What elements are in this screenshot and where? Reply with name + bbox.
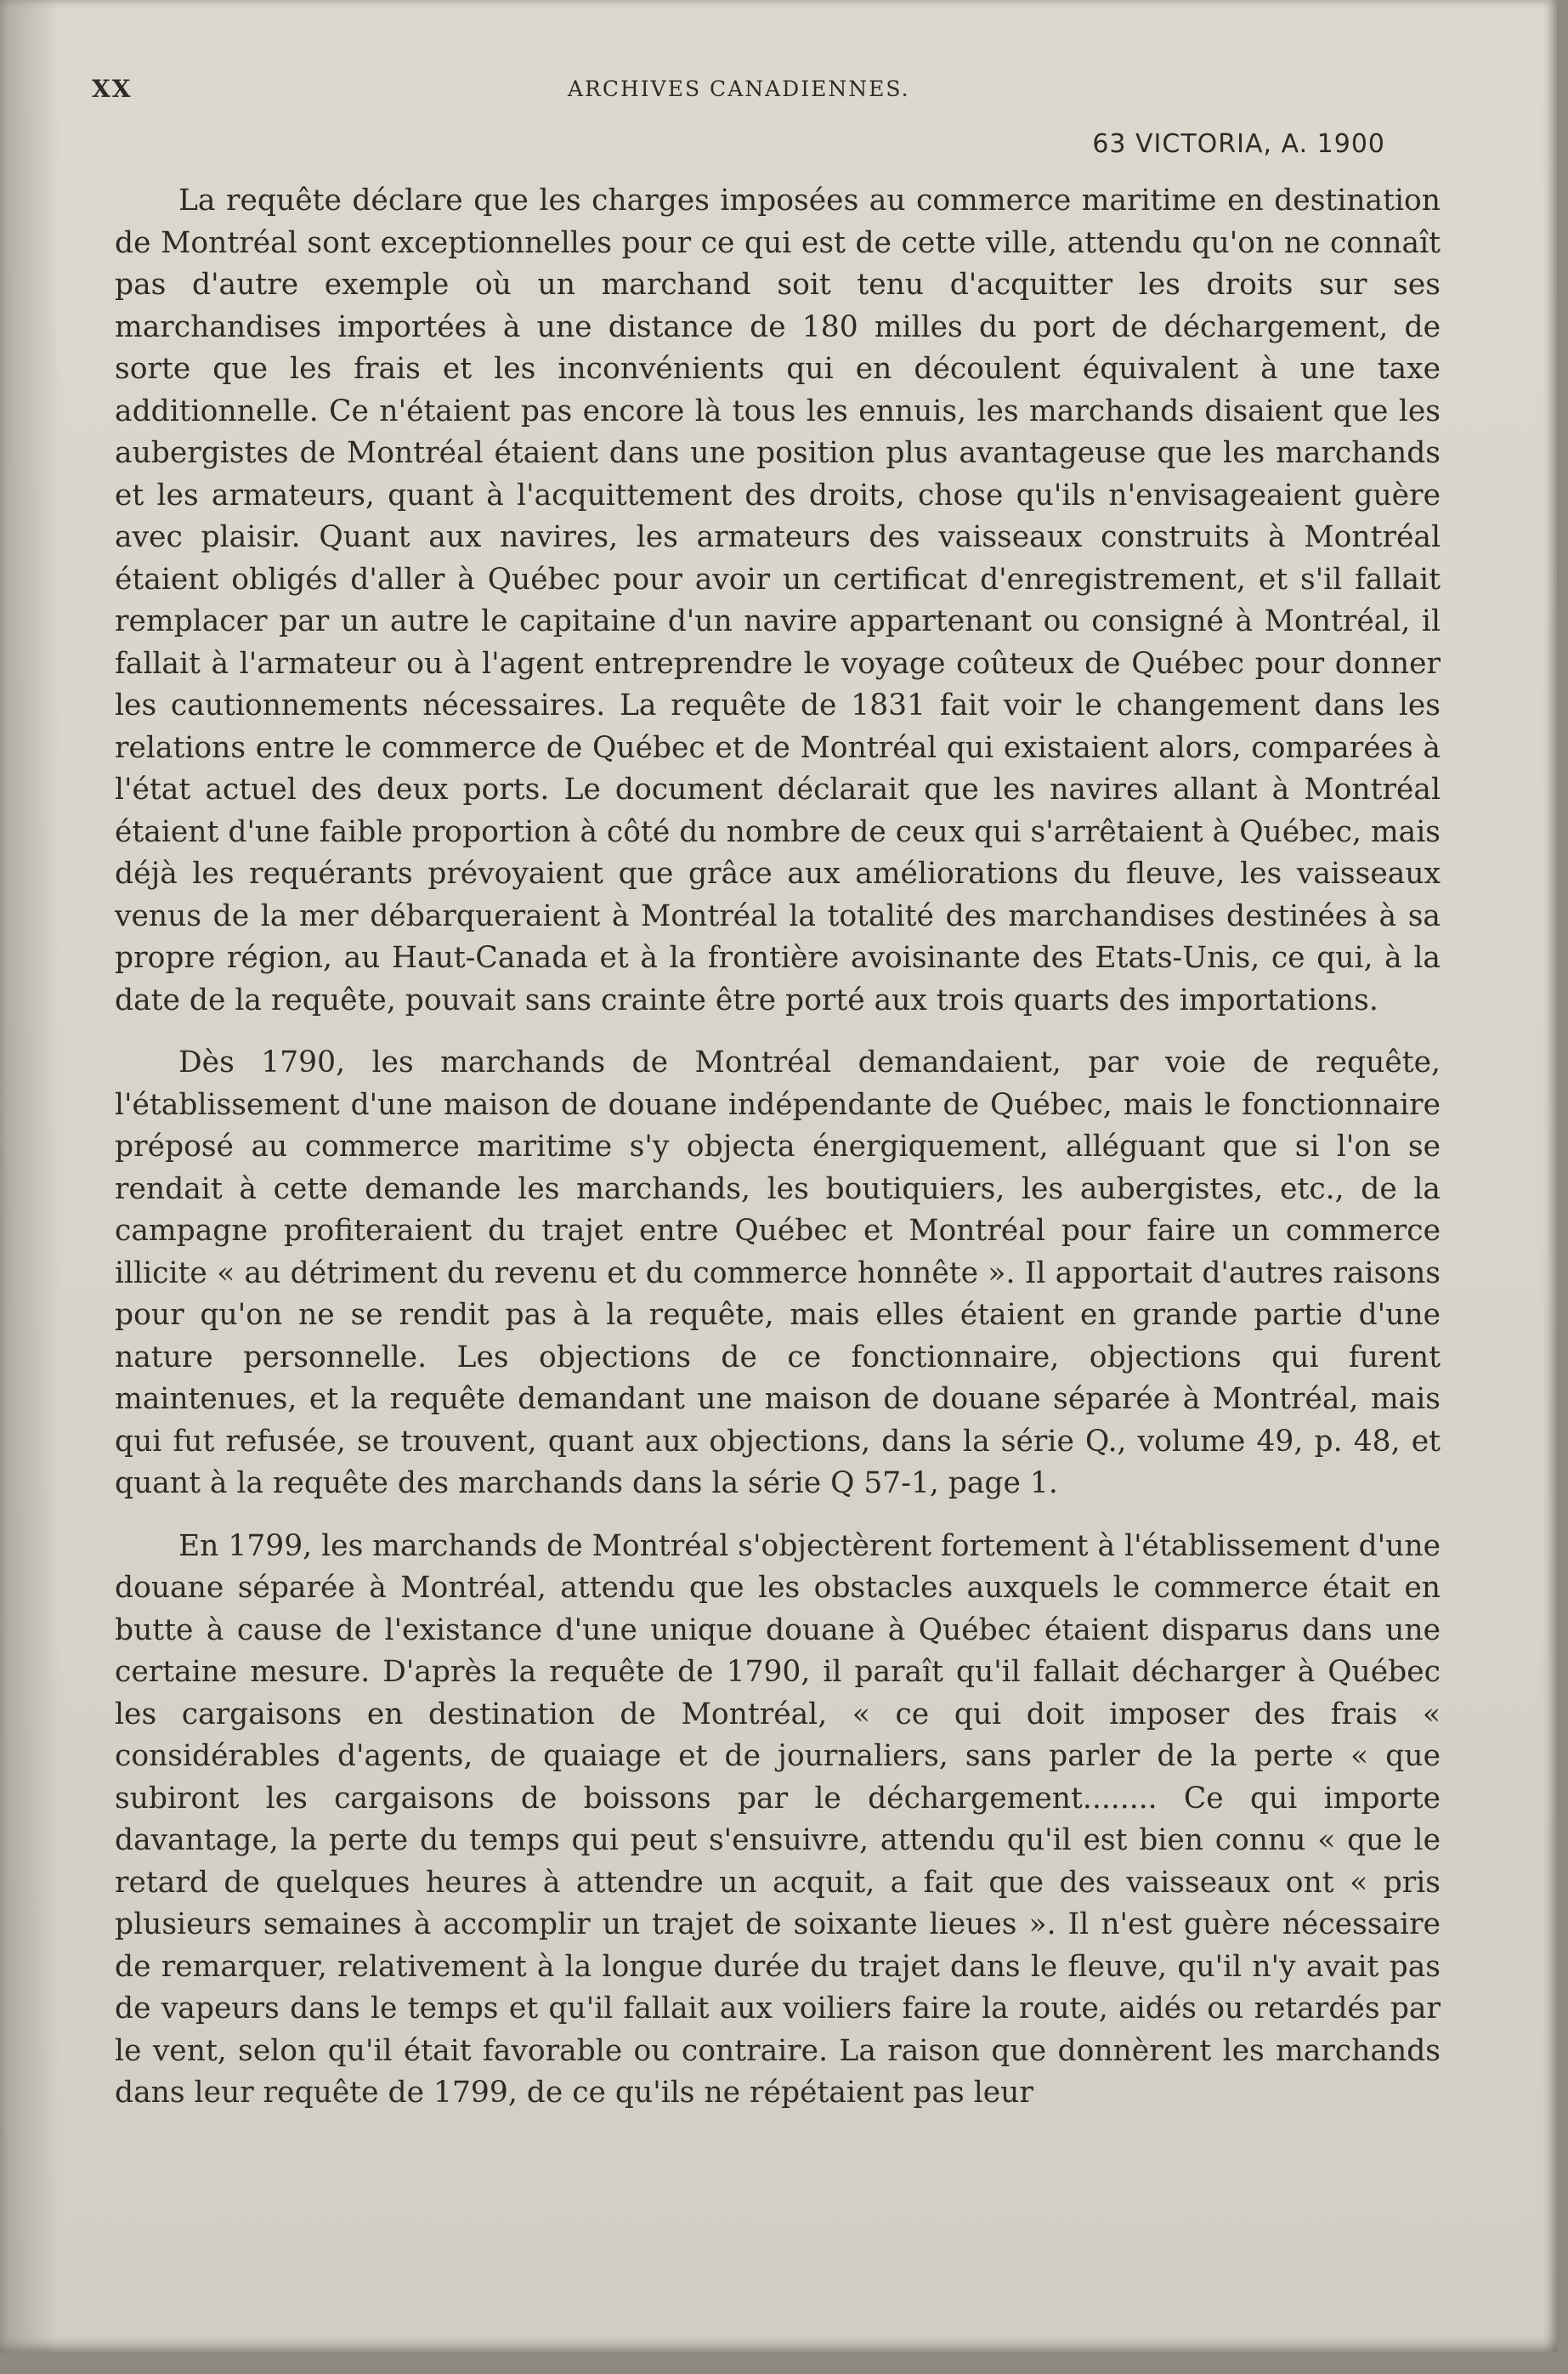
paragraph: La requête déclare que les charges imposées au commerce maritime en destination de Montréal sont exceptionnelles pour ce qui est de cette ville, attendu qu'on ne connaît pas d'autre exemple où un marchand soit tenu d'acquitter les droits sur ses marchandises importées à une distance de 180 milles du port de déchargement, de sorte que les frais et les inconvénients qui en découlent équivalent à une taxe additionnelle. Ce n'étaient pas encore là tous les ennuis, les marchands disaient que les aubergistes de Montréal étaient dans une position plus avantageuse que les marchands et les armateurs, quant à l'acquittement des droits, chose qu'ils n'envisageaient guère avec plaisir. Quant aux navires, les armateurs des vaisseaux construits à Montréal étaient obligés d'aller à Québec pour avoir un certificat d'enregistrement, et s'il fallait remplacer par un autre le capitaine d'un navire appartenant ou consigné à Montréal, il fallait à l'armateur ou à l'agent entreprendre le voyage coûteux de Québec pour donner les cautionnements nécessaires. La requête de 1831 fait voir le changement dans les relations entre le commerce de Québec et de Montréal qui existaient alors, comparées à l'état actuel des deux ports. Le document déclarait que les navires allant à Montréal étaient d'une faible proportion à côté du nombre de ceux qui s'arrêtaient à Québec, mais déjà les requérants prévoyaient que grâce aux améliorations du fleuve, les vaisseaux venus de la mer débarqueraient à Montréal la totalité des marchandises destinées à sa propre région, au Haut-Canada et à la frontière avoisinante des Etats-Unis, ce qui, à la date de la requête, pouvait sans crainte être porté aux trois quarts des importations. bbox=[115, 184, 1441, 1017]
body-text bbox=[115, 180, 1441, 2115]
page-number: XX bbox=[92, 75, 133, 103]
book-spine-shadow bbox=[0, 0, 59, 2353]
session-label: 63 VICTORIA, A. 1900 bbox=[1092, 129, 1385, 159]
page-header bbox=[92, 75, 1452, 109]
paragraph: Dès 1790, les marchands de Montréal demandaient, par voie de requête, l'établissement d'une maison de douane indépendante de Québec, mais le fonctionnaire préposé au commerce maritime s'y objecta énergiquement, alléguant que si l'on se rendait à cette demande les marchands, les boutiquiers, les aubergistes, etc., de la campagne profiteraient du trajet entre Québec et Montréal pour faire un commerce illicite « au détriment du revenu et du commerce honnête ». Il apportait d'autres raisons pour qu'on ne se rendit pas à la requête, mais elles étaient en grande partie d'une nature personnelle. Les objections de ce fonctionnaire, objections qui furent maintenues, et la requête demandant une maison de douane séparée à Montréal, mais qui fut refusée, se trouvent, quant aux objections, dans la série Q., volume 49, p. 48, et quant à la requête des marchands dans la série Q 57-1, page 1. bbox=[115, 1045, 1441, 1500]
running-title: ARCHIVES CANADIENNES. bbox=[568, 76, 910, 101]
paragraph: En 1799, les marchands de Montréal s'objectèrent fortement à l'établissement d'une douane séparée à Montréal, attendu que les obstacles auxquels le commerce était en butte à cause de l'existance d'une unique douane à Québec étaient disparus dans une certaine mesure. D'après la requête de 1790, il paraît qu'il fallait décharger à Québec les cargaisons en destination de Montréal, « ce qui doit imposer des frais « considérables d'agents, de quaiage et de journaliers, sans parler de la perte « que subiront les cargaisons de boissons par le déchargement........ Ce qui importe davantage, la perte du temps qui peut s'ensuivre, attendu qu'il est bien connu « que le retard de quelques heures à attendre un acquit, a fait que des vaisseaux ont « pris plusieurs semaines à accomplir un trajet de soixante lieues ». Il n'est guère nécessaire de remarquer, relativement à la longue durée du trajet dans le fleuve, qu'il n'y avait pas de vapeurs dans le temps et qu'il fallait aux voiliers faire la route, aidés ou retardés par le vent, selon qu'il était favorable ou contraire. La raison que donnèrent les marchands dans leur requête de 1799, de ce qu'ils ne répétaient pas leur bbox=[115, 1528, 1441, 2110]
